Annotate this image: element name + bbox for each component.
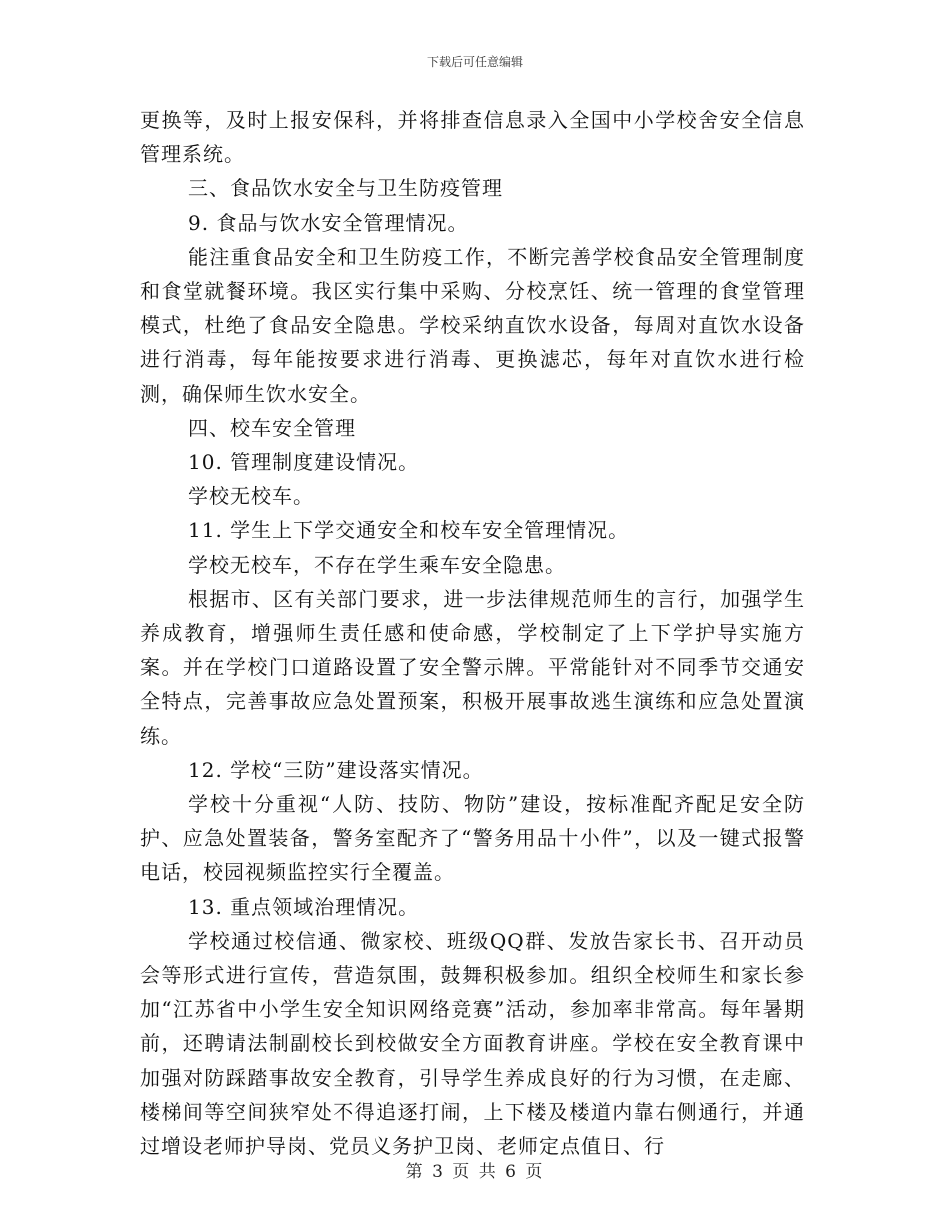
item-heading-11: 11. 学生上下学交通安全和校车安全管理情况。	[188, 518, 630, 543]
page-footer: 第 3 页 共 6 页	[405, 1162, 545, 1182]
paragraph-no-bus: 学校无校车。	[188, 484, 314, 509]
paragraph-key-areas: 学校通过校信通、微家校、班级QQ群、发放告家长书、召开动员会等形式进行宣传，营造氛围，鼓舞积极参加。组织全校师生和家长参加“江苏省中小学生安全知识网络竞赛”活动，参加率非常高。每年暑期前，还聘请法制副校长到校做安全方面教育讲座。学校在安全教育课中加强对防踩踏事故安全教育，引导学生养成良好的行为习惯，在走廊、楼梯间等空间狭窄处不得追逐打闹，上下楼及楼道内靠右侧通行，并通过增设老师护导岗、党员义务护卫岗、老师定点值日、行	[140, 928, 805, 1159]
section-heading-school-bus: 四、校车安全管理	[188, 415, 356, 440]
paragraph-traffic-safety: 根据市、区有关部门要求，进一步法律规范师生的言行，加强学生养成教育，增强师生责任感和使命感，学校制定了上下学护导实施方案。并在学校门口道路设置了安全警示牌。平常能针对不同季节交通安全特点，完善事故应急处置预案，积极开展事故逃生演练和应急处置演练。	[140, 586, 805, 748]
paragraph-no-bus-risk: 学校无校车，不存在学生乘车安全隐患。	[188, 552, 566, 577]
item-heading-13: 13. 重点领域治理情况。	[188, 894, 420, 919]
section-heading-food-safety: 三、食品饮水安全与卫生防疫管理	[188, 176, 503, 201]
paragraph-food-safety: 能注重食品安全和卫生防疫工作，不断完善学校食品安全管理制度和食堂就餐环境。我区实行集中采购、分校烹饪、统一管理的食堂管理模式，杜绝了食品安全隐患。学校采纳直饮水设备，每周对直饮水设备进行消毒，每年能按要求进行消毒、更换滤芯，每年对直饮水进行检测，确保师生饮水安全。	[140, 244, 805, 406]
item-heading-10: 10. 管理制度建设情况。	[188, 450, 420, 475]
item-heading-9: 9. 食品与饮水安全管理情况。	[188, 210, 469, 235]
paragraph-three-defenses: 学校十分重视“人防、技防、物防”建设，按标准配齐配足安全防护、应急处置装备，警务室配齐了“警务用品十小件”，以及一键式报警电话，校园视频监控实行全覆盖。	[140, 792, 805, 885]
paragraph-continuation: 更换等，及时上报安保科，并将排查信息录入全国中小学校舍安全信息管理系统。	[140, 108, 805, 167]
document-body	[140, 103, 805, 1163]
item-heading-12: 12. 学校“三防”建设落实情况。	[188, 757, 484, 782]
page-header: 下载后可任意编辑	[426, 55, 523, 69]
